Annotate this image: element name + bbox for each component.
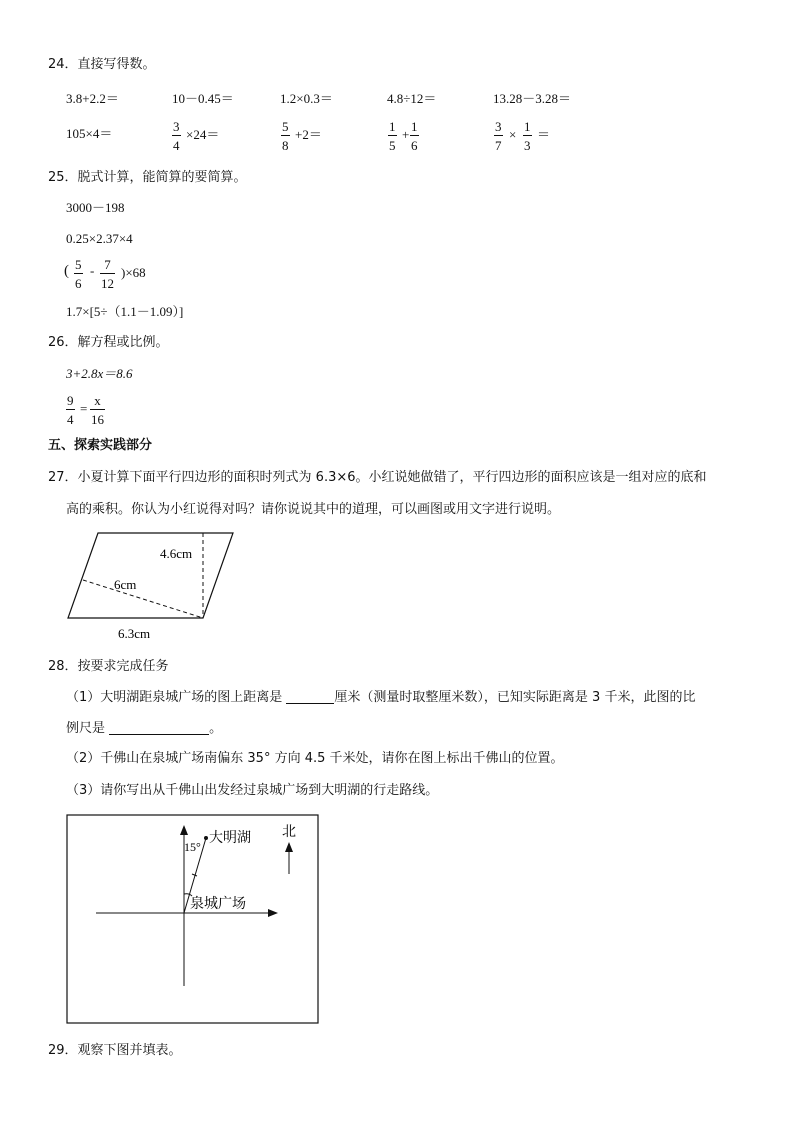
- q24-title: 24．直接写得数。: [48, 57, 156, 72]
- q29-title: 29．观察下图并填表。: [48, 1043, 182, 1058]
- q24-item-7-tail: ×24＝: [186, 127, 220, 142]
- q27-line-1: 27．小夏计算下面平行四边形的面积时列式为 6.3×6。小红说她做错了，平行四边形的面积应该是一组对应的底和: [48, 470, 707, 485]
- lake-label: 大明湖: [209, 831, 251, 846]
- map-figure: [66, 814, 320, 1025]
- q24-item-4: 4.8÷12＝: [387, 91, 437, 106]
- parallelogram-figure: [60, 528, 250, 644]
- q25-line-3-minus: -: [90, 263, 95, 278]
- north-label: 北: [282, 825, 296, 840]
- q24-item-2: 10－0.45＝: [172, 91, 234, 106]
- height-label: 4.6cm: [160, 546, 193, 561]
- fraction-3-7: 3 7: [495, 119, 502, 153]
- fraction-x-16: x 16: [91, 393, 104, 427]
- fraction-1-3: 1 3: [524, 119, 531, 153]
- q24-item-6: 105×4＝: [66, 126, 113, 141]
- q27-line-2: 高的乘积。你认为小红说得对吗？请你说说其中的道理，可以画图或用文字进行说明。: [66, 502, 561, 517]
- q24-item-1: 3.8+2.2＝: [66, 91, 119, 106]
- q26-equation-2-eq: =: [80, 401, 88, 416]
- q26-title: 26．解方程或比例。: [48, 335, 169, 350]
- q24-item-5: 13.28－3.28＝: [493, 91, 572, 106]
- fraction-1-6: 1 6: [411, 119, 418, 153]
- fraction-5-6: 5 6: [75, 257, 82, 291]
- q25-line-3-open: (: [64, 263, 69, 279]
- fraction-9-4: 9 4: [67, 393, 74, 427]
- q26-equation-1: 3+2.8x＝8.6: [66, 366, 133, 381]
- fraction-3-4: 3 4: [173, 119, 180, 153]
- q28-part-1-line-2: 例尺是 。: [66, 721, 223, 736]
- q28-title: 28．按要求完成任务: [48, 659, 169, 674]
- q24-item-10-op: ×: [509, 127, 517, 142]
- q24-item-8-tail: +2＝: [295, 127, 322, 142]
- q25-title: 25．脱式计算，能简算的要简算。: [48, 170, 247, 185]
- answer-blank-distance[interactable]: [286, 703, 334, 704]
- q25-line-3-tail: )×68: [121, 265, 146, 280]
- fraction-1-5: 1 5: [389, 119, 396, 153]
- answer-blank-scale[interactable]: [109, 734, 209, 735]
- fraction-5-8: 5 8: [282, 119, 289, 153]
- q25-line-1: 3000－198: [66, 200, 125, 215]
- q28-part-1-line-1: （1）大明湖距泉城广场的图上距离是 厘米（测量时取整厘米数），已知实际距离是 3 千米，此图的比: [66, 690, 696, 705]
- q24-item-3: 1.2×0.3＝: [280, 91, 333, 106]
- q25-line-4: 1.7×[5÷（1.1－1.09）]: [66, 304, 184, 319]
- square-label: 泉城广场: [190, 897, 246, 912]
- q24-item-10-tail: ＝: [537, 127, 551, 142]
- section-title: 五、探索实践部分: [48, 438, 153, 453]
- base-label: 6.3cm: [118, 626, 151, 641]
- q25-line-2: 0.25×2.37×4: [66, 231, 133, 246]
- q24-item-9-op: +: [402, 127, 410, 142]
- diagonal-label: 6cm: [114, 577, 137, 592]
- fraction-7-12: 7 12: [101, 257, 114, 291]
- q28-part-2: （2）千佛山在泉城广场南偏东 35° 方向 4.5 千米处，请你在图上标出千佛山的位置。: [66, 751, 564, 766]
- q28-part-3: （3）请你写出从千佛山出发经过泉城广场到大明湖的行走路线。: [66, 783, 439, 798]
- angle-label: 15°: [184, 840, 201, 854]
